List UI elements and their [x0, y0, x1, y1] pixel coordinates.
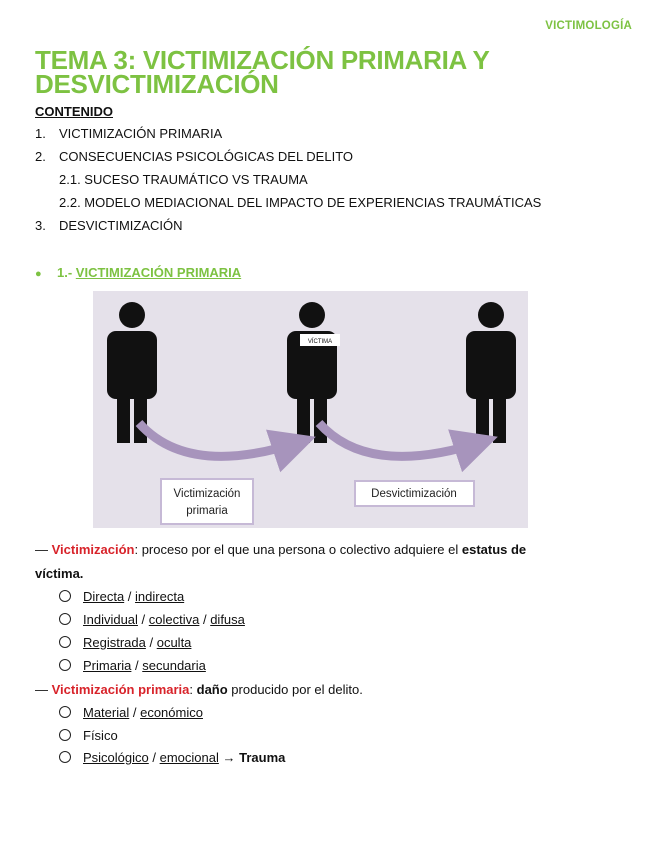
term: Victimización — [51, 542, 135, 557]
separator: / — [137, 612, 149, 627]
list-text: emocional — [159, 750, 219, 765]
label-box — [161, 479, 253, 524]
list-text: indirecta — [135, 589, 185, 604]
toc-text: DESVICTIMIZACIÓN — [59, 218, 183, 233]
separator: / — [145, 635, 157, 650]
definition-line-2: víctima. — [35, 566, 84, 581]
person-icon — [466, 302, 516, 443]
list-item — [59, 728, 118, 743]
bold-text: daño — [196, 682, 228, 697]
toc-subitem — [59, 195, 541, 210]
toc-text: VICTIMIZACIÓN PRIMARIA — [59, 126, 223, 141]
definition-line — [35, 682, 363, 697]
list-text: difusa — [210, 612, 245, 627]
toc-number: 3. — [35, 218, 46, 233]
term: Victimización primaria — [51, 682, 190, 697]
list-item — [59, 658, 206, 673]
bold-text: Trauma — [239, 750, 286, 765]
dash: — — [35, 682, 52, 697]
list-item — [59, 705, 203, 720]
bullet-icon: ● — [35, 268, 42, 280]
toc-item — [35, 126, 222, 141]
circle-bullet-icon — [59, 751, 71, 763]
circle-bullet-icon — [59, 659, 71, 671]
box-label: Desvictimización — [371, 488, 457, 500]
toc-item — [35, 149, 353, 164]
bold-text: estatus de — [461, 542, 527, 557]
separator: / — [131, 658, 143, 673]
diagram-svg — [93, 291, 528, 528]
separator: / — [199, 612, 211, 627]
page-title — [35, 45, 635, 99]
list-item — [59, 612, 245, 627]
list-text: Primaria — [83, 658, 132, 673]
circle-bullet-icon — [59, 636, 71, 648]
arrow-icon — [319, 423, 485, 456]
colon: : — [189, 682, 197, 697]
list-text: Material — [83, 705, 130, 720]
definition-line — [35, 542, 526, 557]
toc-number: 2. — [35, 149, 46, 164]
victim-person-icon — [287, 302, 337, 443]
running-header: VICTIMOLOGÍA — [545, 20, 632, 32]
list-text: económico — [140, 705, 203, 720]
circle-bullet-icon — [59, 590, 71, 602]
toc-text: CONSECUENCIAS PSICOLÓGICAS DEL DELITO — [59, 149, 354, 164]
list-text: colectiva — [148, 612, 200, 627]
section-prefix: 1.- — [57, 265, 76, 280]
list-text: Físico — [83, 728, 118, 743]
section-title: VICTIMIZACIÓN PRIMARIA — [75, 265, 242, 280]
title-line-1: TEMA 3: VICTIMIZACIÓN PRIMARIA Y — [35, 45, 490, 75]
list-text: Registrada — [83, 635, 146, 650]
list-text: Individual — [83, 612, 138, 627]
list-text: Directa — [83, 589, 125, 604]
victimization-diagram — [93, 291, 528, 528]
definition-text: : proceso por el que una persona o colectivo adquiere el — [134, 542, 462, 557]
box-label: primaria — [186, 505, 228, 517]
separator: / — [129, 705, 141, 720]
circle-bullet-icon — [59, 706, 71, 718]
list-item — [59, 589, 184, 604]
toc-subitem — [59, 172, 308, 187]
section-heading — [35, 265, 241, 280]
list-item — [59, 750, 285, 765]
arrow-icon — [139, 423, 303, 456]
circle-bullet-icon — [59, 613, 71, 625]
toc-number: 1. — [35, 126, 46, 141]
list-text: secundaria — [142, 658, 206, 673]
circle-bullet-icon — [59, 729, 71, 741]
list-text: Psicológico — [83, 750, 149, 765]
title-line-2: DESVICTIMIZACIÓN — [35, 69, 279, 99]
dash: — — [35, 542, 52, 557]
toc-text: 2.1. SUCESO TRAUMÁTICO VS TRAUMA — [59, 172, 308, 187]
list-text: oculta — [156, 635, 192, 650]
contents-heading: CONTENIDO — [35, 104, 113, 119]
box-label: Victimización — [173, 488, 241, 500]
separator: / — [124, 589, 136, 604]
toc-item — [35, 218, 183, 233]
person-icon — [107, 302, 157, 443]
arrow-right-icon: → — [218, 750, 240, 765]
separator: / — [148, 750, 160, 765]
toc-text: 2.2. MODELO MEDIACIONAL DEL IMPACTO DE EXPERIENCIAS TRAUMÁTICAS — [59, 195, 542, 210]
definition-text: producido por el delito. — [227, 682, 363, 697]
victim-tag-label: VÍCTIMA — [307, 339, 333, 345]
list-item — [59, 635, 191, 650]
